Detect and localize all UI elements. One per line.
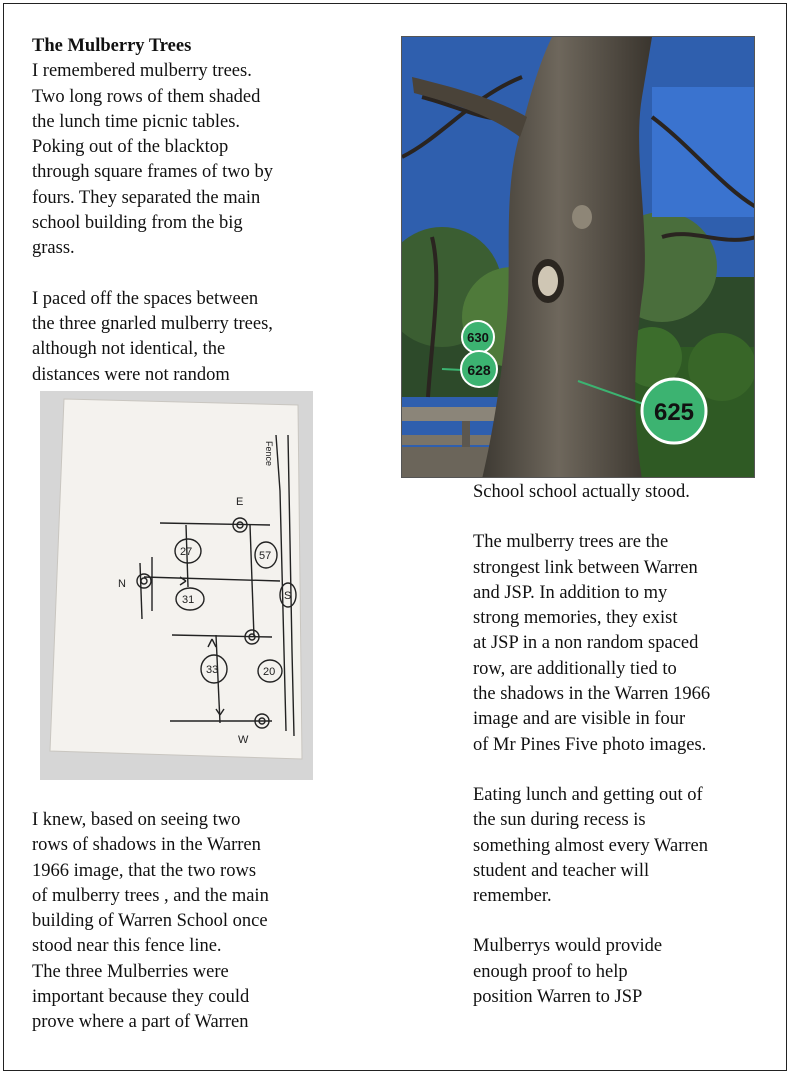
text-line: school building from the big bbox=[32, 213, 243, 234]
sketch-label-57: 57 bbox=[259, 550, 272, 562]
text-line: through square frames of two by bbox=[32, 162, 273, 183]
text-line: at JSP in a non random spaced bbox=[473, 633, 699, 654]
text-line: I paced off the spaces between bbox=[32, 288, 259, 309]
marker-628 bbox=[461, 351, 497, 387]
hand-sketch-photo bbox=[40, 391, 313, 780]
text-line: student and teacher will bbox=[473, 860, 650, 881]
text-line: row, are additionally tied to bbox=[473, 658, 677, 679]
sketch-label-31: 31 bbox=[182, 594, 195, 606]
sketch-label-33: 33 bbox=[206, 664, 219, 676]
text-line: grass. bbox=[32, 238, 75, 259]
text-line: prove where a part of Warren bbox=[32, 1012, 249, 1033]
marker-628-label: 628 bbox=[467, 362, 491, 378]
text-line: Eating lunch and getting out of bbox=[473, 784, 703, 805]
text-line: building of Warren School once bbox=[32, 911, 268, 932]
text-line: rows of shadows in the Warren bbox=[32, 835, 261, 856]
text-line: remember. bbox=[473, 886, 552, 907]
marker-625-label: 625 bbox=[653, 399, 695, 426]
sketch-label-east: E bbox=[236, 496, 244, 508]
text-line: Mulberrys would provide bbox=[473, 936, 663, 957]
marker-630-label: 630 bbox=[467, 330, 489, 345]
text-line: The mulberry trees are the bbox=[473, 532, 669, 553]
text-line: the three gnarled mulberry trees, bbox=[32, 313, 273, 334]
text-line: although not identical, the bbox=[32, 339, 226, 360]
text-line: enough proof to help bbox=[473, 961, 628, 982]
right-column-text bbox=[473, 480, 710, 1010]
sketch-label-20: 20 bbox=[263, 666, 276, 678]
sketch-label-27: 27 bbox=[180, 546, 193, 558]
text-line: position Warren to JSP bbox=[473, 987, 643, 1008]
text-line: The three Mulberries were bbox=[32, 961, 229, 982]
text-line: important because they could bbox=[32, 987, 250, 1008]
text-line: strongest link between Warren bbox=[473, 557, 698, 578]
left-top-text bbox=[32, 34, 273, 388]
text-line: 1966 image, that the two rows bbox=[32, 860, 257, 881]
text-line: the shadows in the Warren 1966 bbox=[473, 684, 711, 705]
text-line: Two long rows of them shaded bbox=[32, 86, 261, 107]
text-line: fours. They separated the main bbox=[32, 187, 261, 208]
text-line: distances were not random bbox=[32, 364, 230, 385]
tree-photo-drawing bbox=[402, 37, 755, 478]
text-line: the sun during recess is bbox=[473, 810, 646, 831]
text-line: I knew, based on seeing two bbox=[32, 810, 241, 830]
text-line: Poking out of the blacktop bbox=[32, 137, 229, 158]
section-title: The Mulberry Trees bbox=[32, 36, 192, 56]
text-line: of Mr Pines Five photo images. bbox=[473, 734, 707, 755]
text-line: image and are visible in four bbox=[473, 709, 686, 730]
text-line: I remembered mulberry trees. bbox=[32, 61, 252, 82]
sketch-label-west: W bbox=[238, 734, 249, 746]
text-line: strong memories, they exist bbox=[473, 608, 678, 629]
text-line: the lunch time picnic tables. bbox=[32, 111, 241, 132]
text-line: of mulberry trees , and the main bbox=[32, 885, 269, 906]
text-line: School school actually stood. bbox=[473, 482, 690, 502]
sketch-label-north: N bbox=[118, 578, 126, 590]
text-line: something almost every Warren bbox=[473, 835, 709, 856]
mulberry-tree-photo bbox=[401, 36, 755, 478]
sketch-label-fence: Fence bbox=[264, 441, 274, 467]
sketch-drawing bbox=[40, 391, 313, 780]
marker-625 bbox=[642, 379, 706, 443]
marker-630 bbox=[462, 321, 494, 353]
sketch-label-south: S bbox=[284, 590, 292, 602]
text-line: and JSP. In addition to my bbox=[473, 582, 668, 603]
text-line: stood near this fence line. bbox=[32, 936, 222, 957]
left-bottom-text bbox=[32, 808, 269, 1036]
